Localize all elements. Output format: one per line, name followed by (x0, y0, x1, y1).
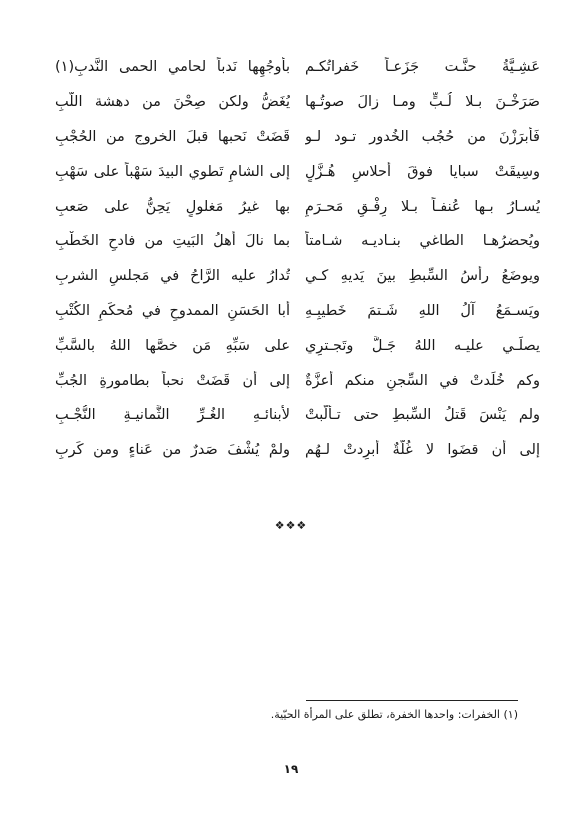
verse-second-hemistich: أبا الحَسَنِ الممدوحِ في مُحكَمِ الكُتْبِ (55, 302, 290, 319)
verse-first-hemistich: صَرَخْـنَ بـلا لُـبٍّ ومـا زالَ صوتُـها (305, 94, 540, 111)
verse-second-hemistich: إلى الشامِ تَطوي البيدَ سَهْباً على سَهْبِ (55, 163, 290, 180)
section-separator-ornament: ❖❖❖ (274, 519, 308, 532)
verse-second-hemistich: لأبنائـهِ الغُـرِّ الثَّمانيـةِ النُّجْـبِ (55, 407, 290, 424)
verse-second-hemistich: يُغَضُّ ولكن صِحْنَ من دهشة اللُّبِ (55, 94, 290, 111)
verse-first-hemistich: فَأبرَزْنَ من حُجُب الخُدور تـود لـو (305, 128, 540, 145)
verse-second-hemistich: بأوجُهِها نَدباً لحامي الحمى النَّدبِ(١) (55, 59, 290, 76)
verse (55, 120, 540, 155)
verse (55, 189, 540, 224)
verse (55, 398, 540, 433)
verse-second-hemistich: ولمْ يُشْفَ صَدرٌ من عَناءٍ ومن كَربِ (55, 442, 290, 459)
verse (55, 154, 540, 189)
footnote-divider (306, 700, 518, 701)
verse-second-hemistich: إلى أن قَضَتْ نحباً بطامورةِ الجُبِّ (55, 372, 290, 389)
page-number: ١٩ (283, 762, 299, 776)
verse-first-hemistich: ويوضَعُ رأسُ السِّبطِ بينَ يَديهِ كـي (305, 268, 540, 285)
verse (55, 259, 540, 294)
verse-first-hemistich: يصلِّـي عليـه اللهُ جَـلَّ وتَجـترِي (305, 337, 540, 354)
verse-first-hemistich: وكم خُلِّدتْ في السِّجنِ منكم أعزَّةٌ (305, 372, 540, 389)
verse-second-hemistich: بها غيرُ مَغلولٍ يَحِنُّ على صَعبِ (55, 198, 290, 215)
verse (55, 50, 540, 85)
verse-second-hemistich: بما نالَ أهلُ البَيتِ من فادحِ الخَطْبِ (55, 233, 290, 250)
verse (55, 294, 540, 329)
verse-first-hemistich: إلى أن قضَوا لا غُلَّةٌ أُبرِدتْ لـهُم (305, 442, 540, 459)
verse-second-hemistich: تُدارُ عليه الرَّاحُ في مَجلسِ الشربِ (55, 268, 290, 285)
verse (55, 85, 540, 120)
verse (55, 328, 540, 363)
verse-first-hemistich: ويُحضرُهـا الطاغي بنـاديـه شـامتاً (305, 233, 540, 250)
poem (55, 50, 540, 468)
verse-second-hemistich: قَضَتْ نَحبها قبلَ الخروج من الحُجْبِ (55, 128, 290, 145)
verse-first-hemistich: عَشِـيَّةُ حنَّـت جَزَعـاً خَفراتُكـم (305, 59, 540, 76)
verse-second-hemistich: على سَبِّهِ مَن خصَّها اللهُ بالسَّبِّ (55, 337, 290, 354)
footnote: (١) الخفرات: واحدها الخفرة، تطلق على المرأة الحيّية. (270, 708, 518, 721)
verse (55, 433, 540, 468)
verse-first-hemistich: وسِيقَتْ سبايا فوقَ أحلاسِ هُـزَّلٍ (305, 163, 540, 180)
verse-first-hemistich: يُسـارُ بـها عُنفـاً بـلا رِفْـقِ مَحـرَمٍ (305, 198, 540, 215)
verse-first-hemistich: ويَسـمَعُ آلُ اللهِ شَـتمَ خَطيبِـهِ (305, 302, 540, 319)
verse (55, 363, 540, 398)
verse (55, 224, 540, 259)
verse-first-hemistich: ولم يَنْسَ قَتلُ السِّبطِ حتى تـألَّبتْ (305, 407, 540, 424)
